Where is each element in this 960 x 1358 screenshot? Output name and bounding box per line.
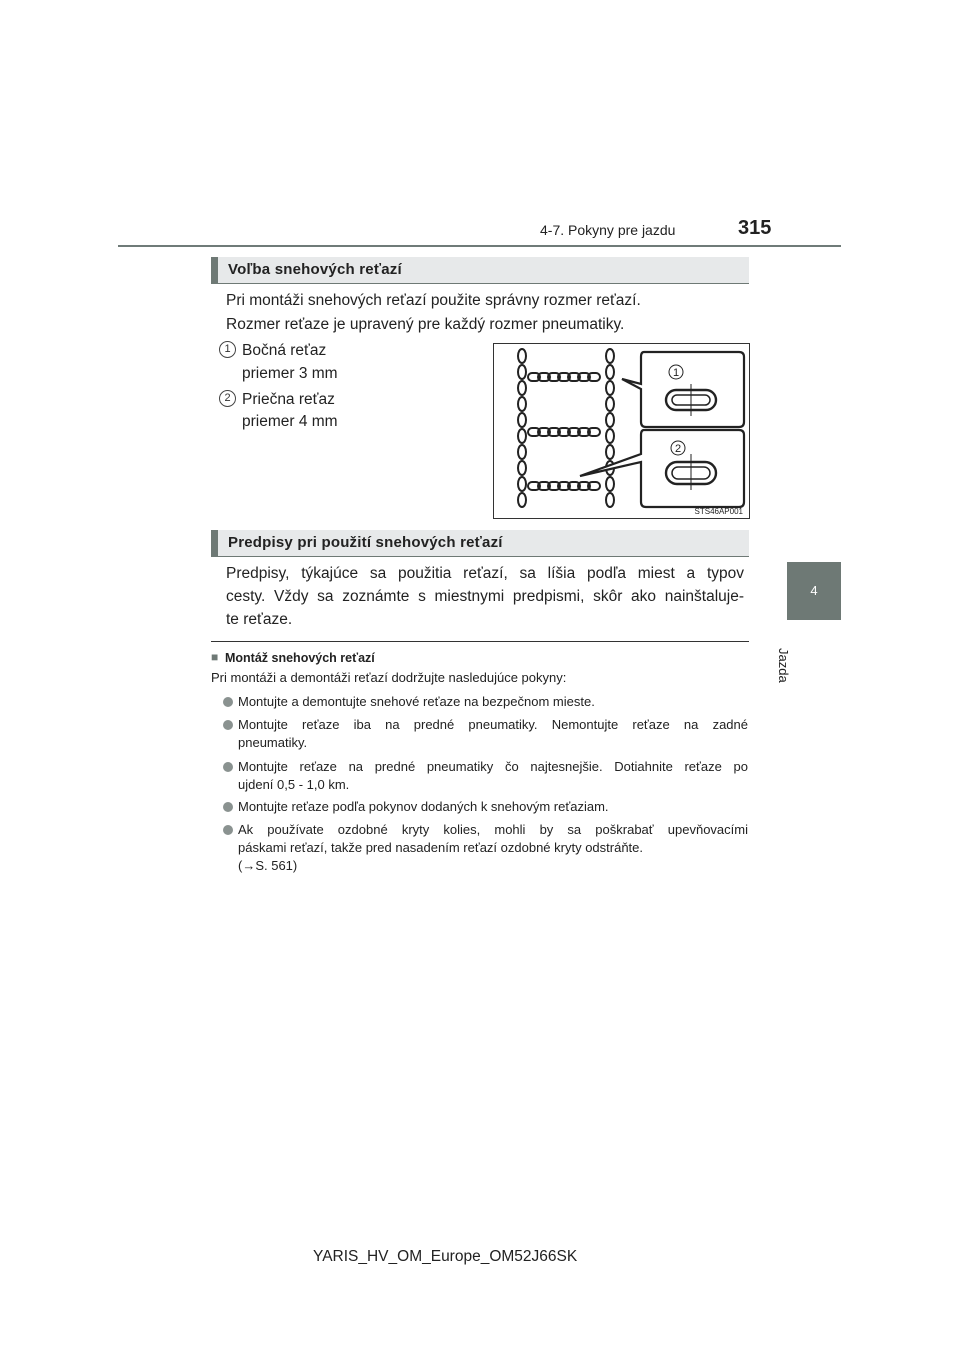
bullet-dot: [223, 720, 233, 730]
chain-diagram: [494, 344, 749, 518]
note-bullet-4: Montujte reťaze podľa pokynov dodaných k snehovým reťaziam.: [238, 799, 609, 814]
section-heading-text: Voľba snehových reťazí: [228, 261, 402, 278]
item-number-2: 2: [219, 390, 236, 407]
section-rule: [211, 556, 749, 557]
bullet-dot: [223, 697, 233, 707]
item-2-name: Priečna reťaz: [242, 391, 335, 408]
section-heading-regulations: [211, 530, 749, 556]
notes-intro: Pri montáži a demontáži reťazí dodržujte nasledujúce pokyny:: [211, 670, 567, 685]
item-1-name: Bočná reťaz: [242, 342, 327, 359]
section-heading-chain-selection: [211, 257, 749, 283]
right-side-chain: [606, 349, 614, 507]
note-bullet-3-line-1: Montujte reťaze na predné pneumatiky čo najtesnejšie. Dotiahnite reťaze po: [238, 759, 748, 774]
notes-divider: [211, 641, 749, 642]
figure-callout-1: 1: [672, 367, 680, 379]
note-bullet-2-line-2: pneumatiky.: [238, 735, 308, 750]
note-bullet-5-line-1: Ak používate ozdobné kryty kolies, mohli by sa poškrabať upevňovacími: [238, 822, 748, 837]
header-rule: [118, 245, 841, 247]
bullet-dot: [223, 802, 233, 812]
intro-line-2: Rozmer reťaze je upravený pre každý rozmer pneumatiky.: [226, 316, 625, 333]
note-bullet-1: Montujte a demontujte snehové reťaze na bezpečnom mieste.: [238, 694, 595, 709]
page-reference-link[interactable]: (→S. 561): [238, 858, 298, 873]
notes-title: Montáž snehových reťazí: [225, 651, 375, 665]
chapter-tab[interactable]: 4: [787, 562, 841, 620]
notes-marker: ■: [211, 650, 219, 664]
document-code: YARIS_HV_OM_Europe_OM52J66SK: [313, 1248, 578, 1265]
bullet-dot: [223, 762, 233, 772]
note-bullet-5-line-2: páskami reťazí, takže pred nasadením reťazí ozdobné kryty odstráňte.: [238, 840, 644, 855]
intro-line-1: Pri montáži snehových reťazí použite správny rozmer reťazí.: [226, 292, 641, 309]
regulations-line-2: cesty. Vždy sa zoznámte s miestnymi predpismi, skôr ako nainštaluje-: [226, 588, 744, 605]
figure-code: STS46AP001: [694, 507, 743, 516]
cross-chain-top: [528, 373, 600, 381]
item-1-spec: priemer 3 mm: [242, 365, 338, 382]
item-number-1: 1: [219, 341, 236, 358]
item-2-spec: priemer 4 mm: [242, 413, 338, 430]
page-number: 315: [738, 217, 772, 239]
snow-chain-illustration: [493, 343, 750, 519]
section-header-title: 4-7. Pokyny pre jazdu: [540, 222, 676, 238]
section-heading-text: Predpisy pri použití snehových reťazí: [228, 534, 503, 551]
note-bullet-2-line-1: Montujte reťaze iba na predné pneumatiky. Nemontujte reťaze na zadné: [238, 717, 748, 732]
section-rule: [211, 283, 749, 284]
cross-chain-middle: [528, 428, 600, 436]
cross-chain-bottom: [528, 482, 600, 490]
note-bullet-3-line-2: ujdení 0,5 - 1,0 km.: [238, 777, 350, 792]
bullet-dot: [223, 825, 233, 835]
left-side-chain: [518, 349, 526, 507]
chapter-label: Jazda: [776, 648, 791, 683]
figure-callout-2: 2: [674, 443, 682, 455]
regulations-line-1: Predpisy, týkajúce sa použitia reťazí, sa líšia podľa miest a typov: [226, 565, 744, 582]
regulations-line-3: te reťaze.: [226, 611, 293, 628]
